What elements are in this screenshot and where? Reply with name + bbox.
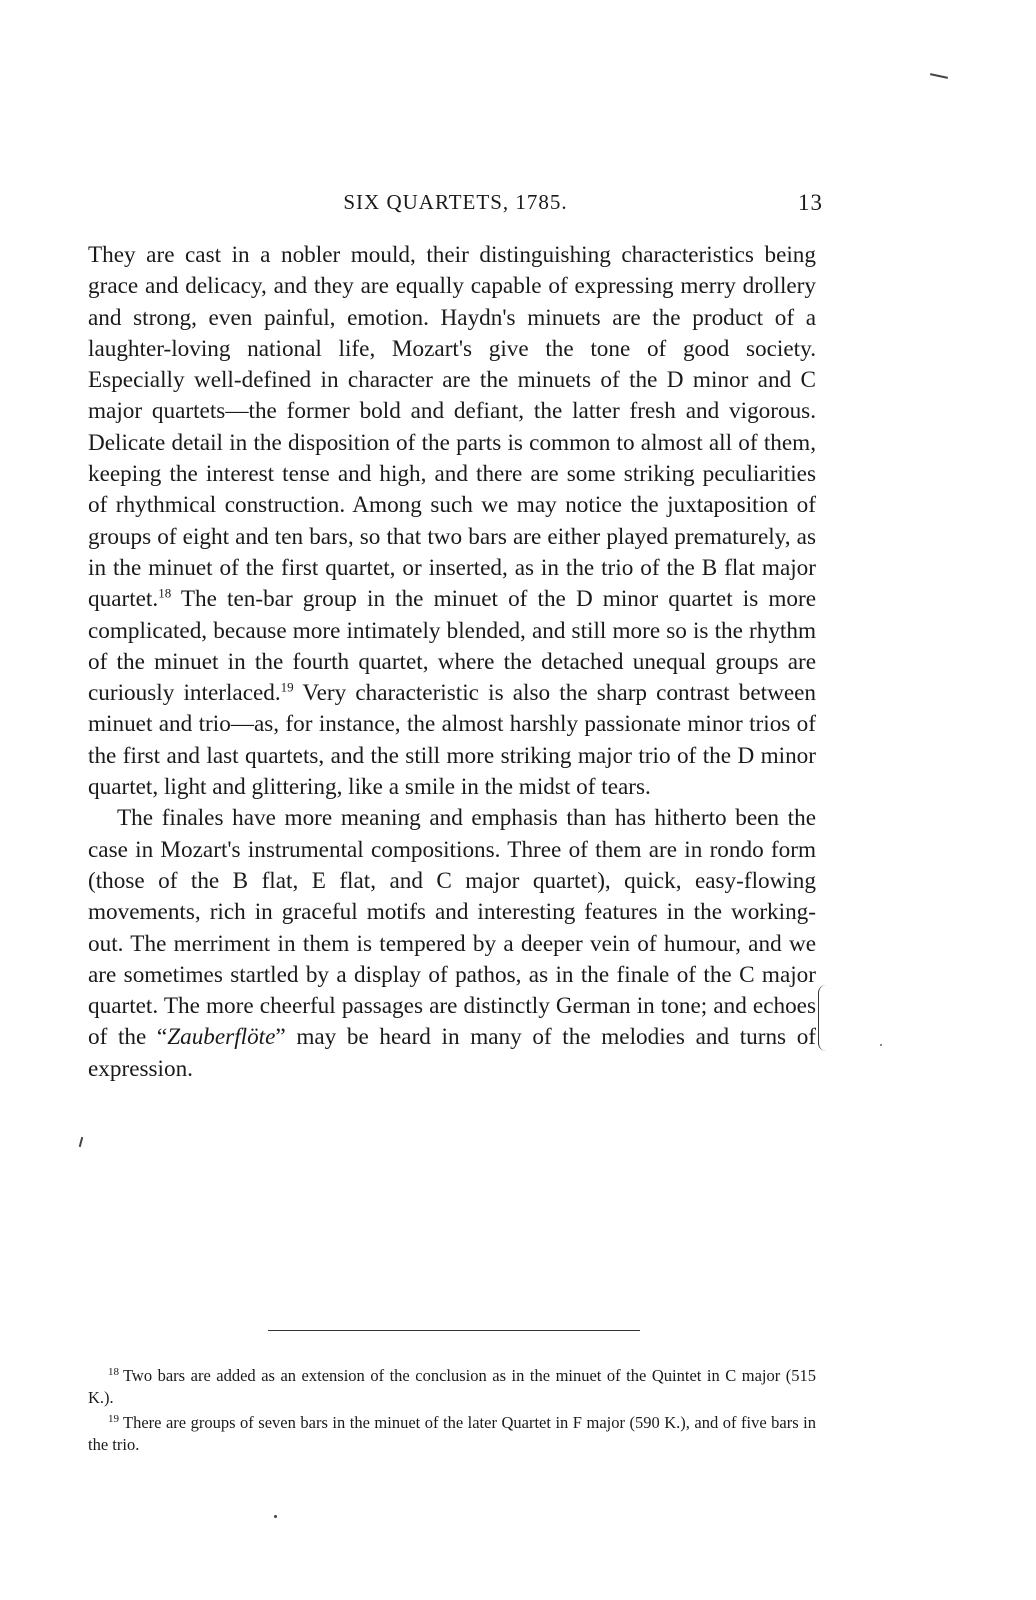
ink-mark (930, 73, 948, 79)
page-number: 13 (798, 190, 823, 215)
footnote-ref-19: 19 (280, 679, 294, 695)
footnote-number: 18 (108, 1365, 119, 1378)
margin-bracket (818, 985, 829, 1051)
running-head (88, 190, 823, 224)
footnote-number: 19 (108, 1412, 119, 1425)
paragraph-1-text-c: Very characteristic is also the sharp contrast between minuet and trio—as, for instance, the almost harshly passionate minor trios of the first and last quartets, and the still more striking major trio of the D minor quartet, light and glittering, like a smile in the midst of tears. (88, 680, 816, 801)
margin-dot (880, 1044, 882, 1046)
footnotes (88, 1365, 816, 1459)
running-title: SIX QUARTETS, 1785. (343, 190, 568, 214)
paragraph-1-text-a: They are cast in a nobler mould, their distinguishing characteristics being grace and delicacy, and they are equally capable of expressing merry drollery and strong, even painful, emotion. Haydn's minuets are the product of a laughter-loving national life, Mozart's give the tone of good society. Especially well-defined in character are the minuets of the D minor and C major quartets—the former bold and defiant, the latter fresh and vigorous. Delicate detail in the disposition of the parts is common to almost all of them, keeping the interest tense and high, and there are some striking peculiarities of rhythmical construction. Among such we may notice the juxtaposition of groups of eight and ten bars, so that two bars are either played prematurely, as in the minuet of the first quartet, or inserted, as in the trio of the B flat major quartet. (88, 242, 816, 613)
paragraph-2-italic-title: Zauberflöte (167, 1024, 276, 1051)
footnote-19 (88, 1412, 816, 1456)
paragraph-1 (88, 240, 816, 803)
paragraph-1-text-b: The ten-bar group in the minuet of the D minor quartet is more complicated, because more intimately blended, and still more so is the rhythm of the minuet in the fourth quartet, where the detached unequal groups are curiously interlaced. (88, 586, 816, 707)
footnote-ref-18: 18 (158, 585, 172, 601)
paragraph-2-text-b: ” may be heard in many of the melodies and turns of expression. (88, 1024, 817, 1082)
footnote-text: Two bars are added as an extension of the conclusion as in the minuet of the Quintet in C major (515 K.). (88, 1366, 816, 1407)
margin-mark (79, 1137, 84, 1147)
ink-dot (274, 1515, 277, 1518)
paragraph-2-text-a: The finales have more meaning and emphasis than has hitherto been the case in Mozart's instrumental compositions. Three of them are in rondo form (those of the B flat, E flat, and C major quartet), quick, easy-flowing movements, rich in graceful motifs and interesting features in the working-out. The merriment in them is tempered by a deeper vein of humour, and we are sometimes startled by a display of pathos, as in the finale of the C major quartet. The more cheerful passages are distinctly German in tone; and echoes of the “ (88, 805, 816, 1051)
footnote-divider (268, 1330, 640, 1331)
footnote-18 (88, 1365, 816, 1409)
footnote-text: There are groups of seven bars in the minuet of the later Quartet in F major (590 K.), and of five bars in the trio. (88, 1413, 816, 1454)
paragraph-2 (88, 803, 816, 1085)
body-text (88, 240, 816, 1085)
